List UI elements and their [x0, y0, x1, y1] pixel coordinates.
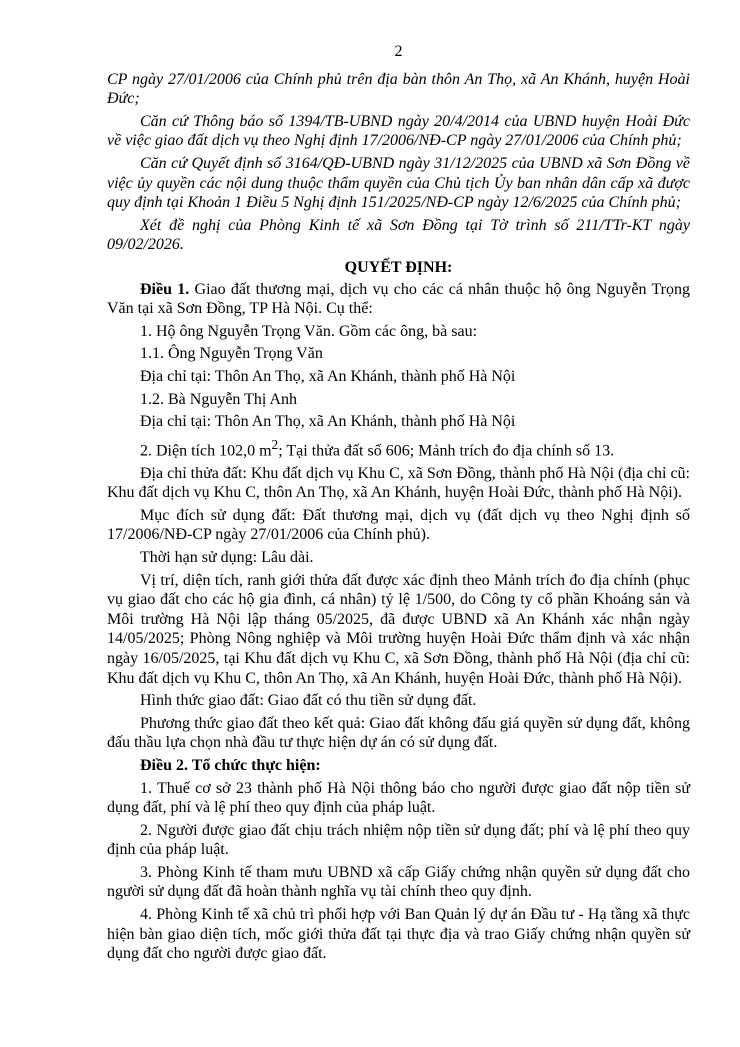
land-use-purpose: Mục đích sử dụng đất: Đất thương mại, dịch vụ (đất dịch vụ theo Nghị định số 17/2006/NĐ-CP ngày 27/01/2006 của Chính phủ).: [107, 506, 690, 544]
area-line: [107, 435, 690, 461]
article-2-item-2: 2. Người được giao đất chịu trách nhiệm nộp tiền sử dụng đất; phí và lệ phí theo quy định của pháp luật.: [107, 821, 690, 859]
person-1-address: Địa chỉ tại: Thôn An Thọ, xã An Khánh, thành phố Hà Nội: [140, 367, 516, 385]
allocation-method: Phương thức giao đất theo kết quả: Giao đất không đấu giá quyền sử dụng đất, không đấu thầu lựa chọn nhà đầu tư thực hiện dự án có sử dụng đất.: [107, 714, 690, 752]
article-2-title: Điều 2. Tổ chức thực hiện:: [140, 756, 321, 774]
article-2-item-4: 4. Phòng Kinh tế xã chủ trì phối hợp với Ban Quản lý dự án Đầu tư - Hạ tầng xã thực hiện bàn giao diện tích, mốc giới thửa đất tại thực địa và trao Giấy chứng nhận quyền sử dụng đất cho người được giao đất.: [107, 906, 690, 963]
article-1-intro-text: Giao đất thương mại, dịch vụ cho các cá nhân thuộc hộ ông Nguyễn Trọng Văn tại xã Sơn Đồng, TP Hà Nội. Cụ thể:: [107, 280, 691, 318]
article-2-item-3: 3. Phòng Kinh tế tham mưu UBND xã cấp Giấy chứng nhận quyền sử dụng đất cho người sử dụng đất đã hoàn thành nghĩa vụ tài chính theo quy định.: [107, 863, 690, 901]
area-suffix: ; Tại thửa đất số 606; Mảnh trích đo địa chính số 13.: [278, 442, 615, 460]
parcel-location: Vị trí, diện tích, ranh giới thửa đất được xác định theo Mảnh trích đo địa chính (phục vụ giao đất cho các hộ gia đình, cá nhân) tỷ lệ 1/500, do Công ty cổ phần Khoáng sản và Môi trường Hà Nội lập tháng 05/2025, đã được UBND xã An Khánh xác nhận ngày 14/05/2025; Phòng Nông nghiệp và Môi trường huyện Hoài Đức thẩm định và xác nhận ngày 16/05/2025, tại Khu đất dịch vụ Khu C, xã Sơn Đồng, thành phố Hà Nội (địa chỉ cũ: Khu đất dịch vụ Khu C, thôn An Thọ, xã An Khánh, huyện Hoài Đức, thành phố Hà Nội).: [107, 571, 690, 687]
person-1-name: 1.1. Ông Nguyễn Trọng Văn: [140, 345, 323, 363]
basis-line-proposal: Xét đề nghị của Phòng Kinh tế xã Sơn Đồng tại Tờ trình số 211/TTr-KT ngày 09/02/2026.: [107, 216, 690, 254]
area-unit-superscript: 2: [271, 436, 279, 452]
article-1-label: Điều 1.: [140, 280, 190, 298]
household-line: 1. Hộ ông Nguyễn Trọng Văn. Gồm các ông, bà sau:: [140, 322, 478, 340]
article-2-item-1: 1. Thuế cơ sở 23 thành phố Hà Nội thông báo cho người được giao đất nộp tiền sử dụng đất, phí và lệ phí theo quy định của pháp luật.: [107, 779, 690, 817]
person-2-address: Địa chỉ tại: Thôn An Thọ, xã An Khánh, thành phố Hà Nội: [140, 413, 516, 431]
article-1-intro: [107, 280, 690, 319]
allocation-form: Hình thức giao đất: Giao đất có thu tiền sử dụng đất.: [140, 692, 477, 710]
decision-title: QUYẾT ĐỊNH:: [344, 258, 453, 276]
basis-line-continuation: CP ngày 27/01/2006 của Chính phủ trên địa bàn thôn An Thọ, xã An Khánh, huyện Hoài Đức;: [107, 70, 690, 108]
area-prefix: 2. Diện tích 102,0 m: [140, 442, 272, 460]
use-term: Thời hạn sử dụng: Lâu dài.: [140, 548, 314, 566]
page-number: 2: [394, 43, 403, 60]
person-2-name: 1.2. Bà Nguyễn Thị Anh: [140, 390, 298, 408]
basis-line-decision: Căn cứ Quyết định số 3164/QĐ-UBND ngày 31/12/2025 của UBND xã Sơn Đồng về việc ủy quyền các nội dung thuộc thẩm quyền của Chủ tịch Ủy ban nhân dân cấp xã được quy định tại Khoản 1 Điều 5 Nghị định 151/2025/NĐ-CP ngày 12/6/2025 của Chính phủ;: [107, 154, 690, 212]
basis-line-notice: Căn cứ Thông báo số 1394/TB-UBND ngày 20/4/2014 của UBND huyện Hoài Đức về việc giao đất dịch vụ theo Nghị định 17/2006/NĐ-CP ngày 27/01/2006 của Chính phủ;: [107, 112, 690, 150]
parcel-address: Địa chỉ thửa đất: Khu đất dịch vụ Khu C, xã Sơn Đồng, thành phố Hà Nội (địa chỉ cũ: Khu đất dịch vụ Khu C, thôn An Thọ, xã An Khánh, huyện Hoài Đức, thành phố Hà Nội).: [107, 464, 690, 502]
